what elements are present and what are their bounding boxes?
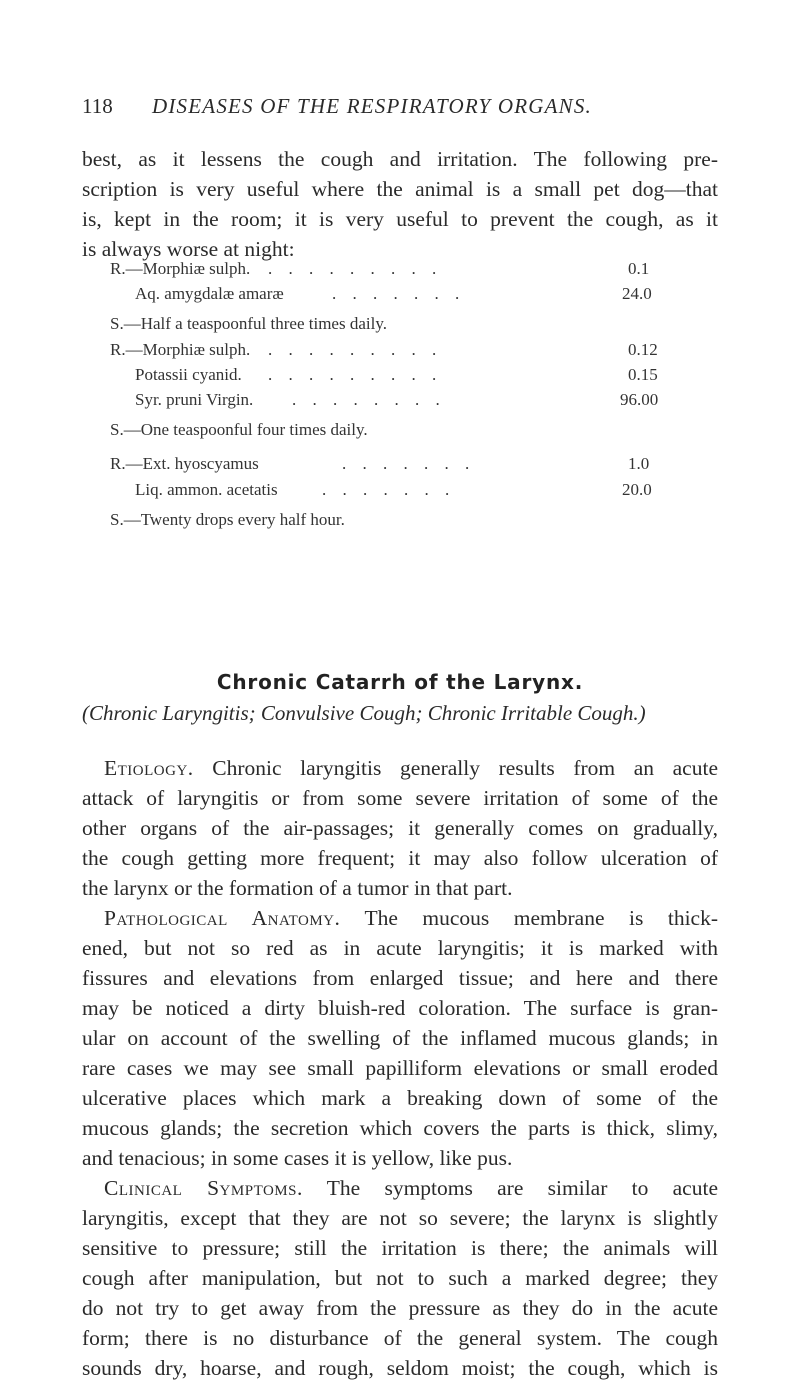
text-line: fissures and elevations from enlarged tissue; and here and there xyxy=(82,966,718,990)
section-title: Chronic Catarrh of the Larynx. xyxy=(216,670,584,694)
prescription-value: 0.1 xyxy=(628,259,650,278)
text-line: attack of laryngitis or from some severe irritation of some of the xyxy=(82,786,718,810)
text-line: sensitive to pressure; still the irritation is there; the animals will xyxy=(82,1236,718,1260)
text-line: is, kept in the room; it is very useful to prevent the cough, as it xyxy=(82,207,718,231)
leader-dots: . . . . . . . . . xyxy=(268,340,443,359)
leader-dots: . . . . . . . xyxy=(322,480,456,499)
text-line: and tenacious; in some cases it is yellow, like pus. xyxy=(82,1146,513,1170)
text-line: cough after manipulation, but not to such a marked degree; they xyxy=(82,1266,718,1290)
text-line: the cough getting more frequent; it may also follow ulceration of xyxy=(82,846,718,870)
leader-dots: . . . . . . . xyxy=(332,284,466,303)
text-line: the larynx or the formation of a tumor in that part. xyxy=(82,876,513,900)
leader-dots: . . . . . . . . . xyxy=(268,365,443,384)
prescription-value: 0.15 xyxy=(628,365,658,384)
prescription-name: S.—Twenty drops every half hour. xyxy=(110,510,345,529)
prescription-name: Potassii cyanid. xyxy=(135,365,242,384)
leader-dots: . . . . . . . xyxy=(342,454,476,473)
etiology-label: Etiology. xyxy=(104,756,194,780)
text-line xyxy=(82,903,718,933)
page-number: 118 xyxy=(82,94,113,118)
text-fragment: Chronic laryngitis generally results from an acute xyxy=(193,756,718,780)
clinical-label: Clinical Symptoms. xyxy=(104,1176,303,1200)
text-line xyxy=(82,753,718,783)
prescription-value: 96.00 xyxy=(620,390,659,409)
prescription-name: Liq. ammon. acetatis xyxy=(135,480,278,499)
running-head xyxy=(82,92,722,120)
leader-dots: . . . . . . . . xyxy=(292,390,446,409)
prescription-value: 24.0 xyxy=(622,284,652,303)
running-title: DISEASES OF THE RESPIRATORY ORGANS. xyxy=(152,94,592,118)
prescription-name: R.—Ext. hyoscyamus xyxy=(110,454,259,473)
prescription-name: R.—Morphiæ sulph. xyxy=(110,340,251,359)
text-line: ular on account of the swelling of the inflamed mucous glands; in xyxy=(82,1026,718,1050)
text-fragment: The mucous membrane is thick- xyxy=(340,906,718,930)
text-line xyxy=(82,1173,718,1203)
text-line: form; there is no disturbance of the general system. The cough xyxy=(82,1326,718,1350)
prescription-value: 0.12 xyxy=(628,340,658,359)
text-line: mucous glands; the secretion which covers the parts is thick, slimy, xyxy=(82,1116,718,1140)
text-line: rare cases we may see small papilliform elevations or small eroded xyxy=(82,1056,718,1080)
prescription-name: Aq. amygdalæ amaræ xyxy=(135,284,284,303)
prescription-name: S.—Half a teaspoonful three times daily. xyxy=(110,314,387,333)
text-fragment: The symptoms are similar to acute xyxy=(302,1176,718,1200)
text-line: may be noticed a dirty bluish-red coloration. The surface is gran- xyxy=(82,996,718,1020)
text-line: ened, but not so red as in acute laryngitis; it is marked with xyxy=(82,936,718,960)
prescription-name: S.—One teaspoonful four times daily. xyxy=(110,420,368,439)
prescription-value: 20.0 xyxy=(622,480,652,499)
leader-dots: . . . . . . . . . xyxy=(268,259,443,278)
section-subtitle: (Chronic Laryngitis; Convulsive Cough; Chronic Irritable Cough.) xyxy=(82,701,646,725)
text-line: is always worse at night: xyxy=(82,237,295,261)
text-line: do not try to get away from the pressure as they do in the acute xyxy=(82,1296,718,1320)
text-line: best, as it lessens the cough and irritation. The following pre- xyxy=(82,147,718,171)
prescription-name: R.—Morphiæ sulph. xyxy=(110,259,251,278)
text-line: sounds dry, hoarse, and rough, seldom moist; the cough, which is xyxy=(82,1356,718,1380)
text-line: laryngitis, except that they are not so severe; the larynx is slightly xyxy=(82,1206,718,1230)
pathology-label: Pathological Anatomy. xyxy=(104,906,341,930)
text-line: ulcerative places which mark a breaking down of some of the xyxy=(82,1086,718,1110)
text-line: other organs of the air-passages; it generally comes on gradually, xyxy=(82,816,718,840)
prescription-name: Syr. pruni Virgin. xyxy=(135,390,254,409)
prescription-value: 1.0 xyxy=(628,454,650,473)
intro-paragraph xyxy=(82,144,718,264)
text-line: scription is very useful where the animal is a small pet dog—that xyxy=(82,177,718,201)
body-text xyxy=(82,753,718,1383)
